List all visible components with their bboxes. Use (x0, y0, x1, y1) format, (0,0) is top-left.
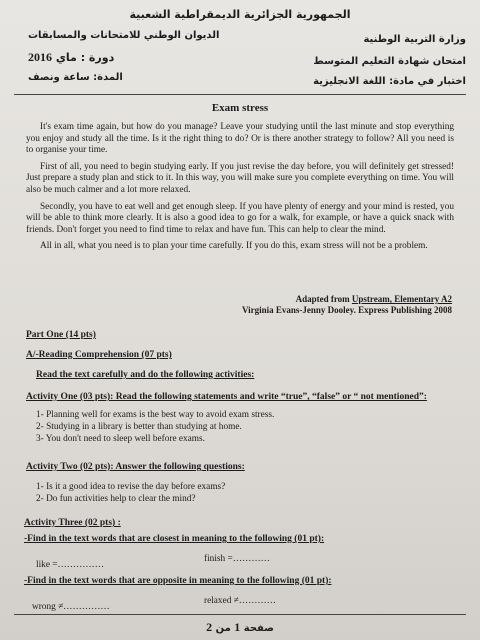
relaxed-blank: relaxed ≠………… (204, 596, 276, 606)
reading-comprehension-title: A/-Reading Comprehension (07 pts) (26, 350, 172, 360)
session-info (28, 50, 114, 65)
paragraph: Secondly, you have to eat well and get enough sleep. If you have plenty of energy and your mind is rested, you will be able to think more clearly. It is also a good idea to go for a walk, for example, or have a quick snack with friends. Don't forget you need to find time to relax and have fun. This can help to clear the mind. (26, 201, 454, 235)
total-pages: 2 (206, 620, 213, 634)
page-label: صفحة (243, 623, 274, 634)
text-title: Exam stress (211, 102, 269, 114)
ministry-name: وزارة التربية الوطنية (363, 34, 466, 45)
republic-title: الجمهورية الجزائرية الديمقراطية الشعبية (129, 8, 351, 21)
current-page: 1 (234, 620, 241, 634)
exam-certificate: امتحان شهادة التعليم المتوسط (313, 56, 466, 67)
paragraph: All in all, what you need is to plan your time carefully. If you do this, exam stress will not be a problem. (40, 241, 428, 252)
instruction: Read the text carefully and do the following activities: (36, 370, 255, 380)
footer-divider (14, 614, 466, 615)
activity-three-title: Activity Three (02 pts) : (24, 518, 121, 528)
activity-two-title: Activity Two (02 pts): Answer the following questions: (26, 462, 245, 472)
paragraph: First of all, you need to begin studying early. If you just revise the day before, you will definitely get stressed! Just prepare a study plan and stick to it. In this way, you will make sure you complete everything on time. You will also be much calmer and a lot more relaxed. (26, 161, 454, 195)
page-label-of: من (215, 623, 231, 634)
question-item: 2- Do fun activities help to clear the mind? (36, 494, 196, 504)
part-one-title: Part One (14 pts) (26, 330, 96, 340)
subject-label: اختبار في مادة: اللغة الانجليزية (313, 76, 466, 87)
opposite-meaning-instruction: -Find in the text words that are opposite in meaning to the following (01 pt): (24, 576, 332, 586)
wrong-blank: wrong ≠…………… (32, 602, 110, 612)
duration-label: المدة: ساعة ونصف (28, 72, 123, 83)
source-authors: Virginia Evans-Jenny Dooley. Express Publishing 2008 (241, 305, 452, 315)
session-year: 2016 (28, 50, 52, 64)
header-divider (14, 94, 466, 95)
closest-meaning-instruction: -Find in the text words that are closest in meaning to the following (01 pt): (24, 534, 325, 544)
statement-item: 3- You don't need to sleep well before exams. (36, 434, 205, 444)
statement-item: 2- Studying in a library is better than studying at home. (36, 422, 242, 432)
question-item: 1- Is it a good idea to revise the day before exams? (36, 482, 226, 492)
finish-blank: finish =………… (204, 554, 270, 564)
session-label: دورة : ماي (55, 51, 115, 64)
exam-office-name: الديوان الوطني للامتحانات والمسابقات (28, 30, 220, 41)
statement-item: 1- Planning well for exams is the best way to avoid exam stress. (36, 410, 275, 420)
source-citation (242, 294, 452, 316)
reading-passage (26, 122, 454, 258)
source-book: Upstream, Elementary A2 (351, 294, 452, 304)
activity-one-title: Activity One (03 pts): Read the following statements and write “true”, “false” or “ not mentioned”: (26, 392, 427, 402)
paragraph: It's exam time again, but how do you manage? Leave your studying until the last minute and stop everything you enjoy and study all the time. Is it the right thing to do? Or is there another strategy to follow? All you need is to organise your time. (26, 122, 454, 156)
source-prefix: Adapted from (295, 294, 352, 304)
like-blank: like =…………… (36, 560, 104, 570)
page-number (0, 620, 480, 635)
